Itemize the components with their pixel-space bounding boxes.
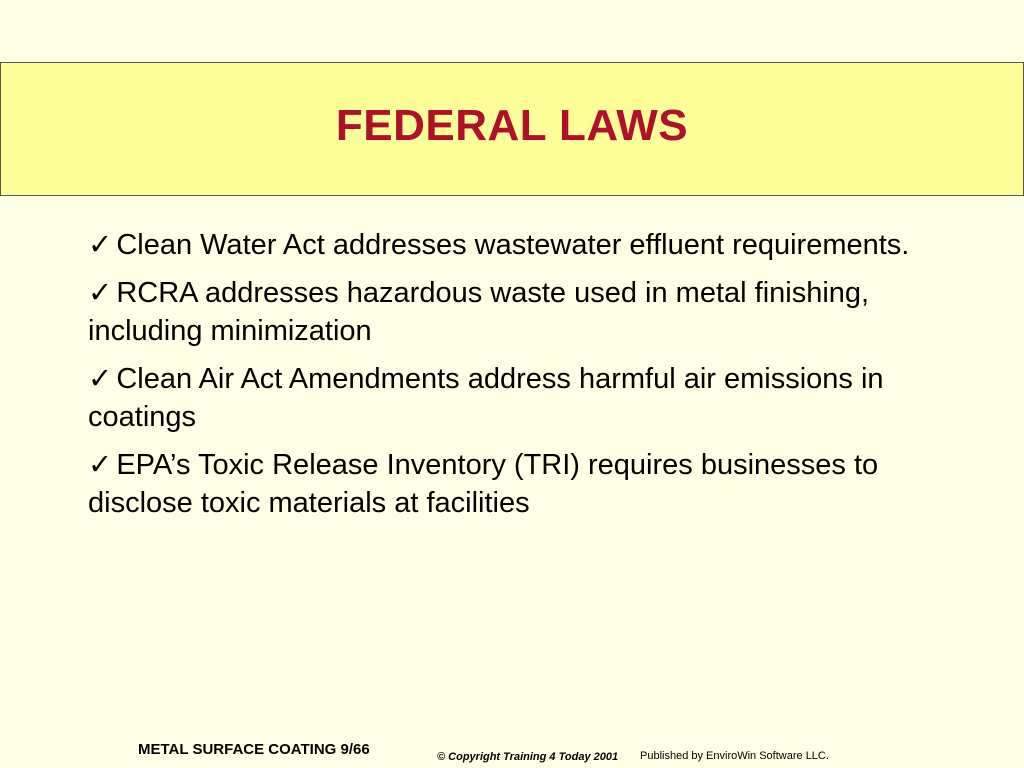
- checkmark-icon: ✓: [88, 449, 113, 481]
- bullet-item: [88, 446, 948, 522]
- bullet-text: RCRA addresses hazardous waste used in metal finishing, including minimization: [88, 277, 870, 347]
- footer-course-label: METAL SURFACE COATING 9/66: [138, 741, 370, 758]
- checkmark-icon: ✓: [88, 363, 113, 395]
- bullet-list: [88, 226, 948, 532]
- bullet-item: [88, 360, 948, 436]
- title-banner: [0, 62, 1024, 196]
- checkmark-icon: ✓: [88, 277, 113, 309]
- bullet-text: Clean Water Act addresses wastewater effluent requirements.: [116, 229, 910, 261]
- bullet-item: [88, 274, 948, 350]
- bullet-text: Clean Air Act Amendments address harmful air emissions in coatings: [88, 363, 884, 433]
- bullet-text: EPA’s Toxic Release Inventory (TRI) requires businesses to disclose toxic materials at facilities: [88, 449, 879, 519]
- slide-title: FEDERAL LAWS: [335, 101, 689, 150]
- checkmark-icon: ✓: [88, 229, 113, 261]
- bullet-item: [88, 226, 948, 264]
- footer-publisher: Published by EnviroWin Software LLC.: [640, 750, 829, 762]
- footer-copyright: © Copyright Training 4 Today 2001: [437, 751, 619, 763]
